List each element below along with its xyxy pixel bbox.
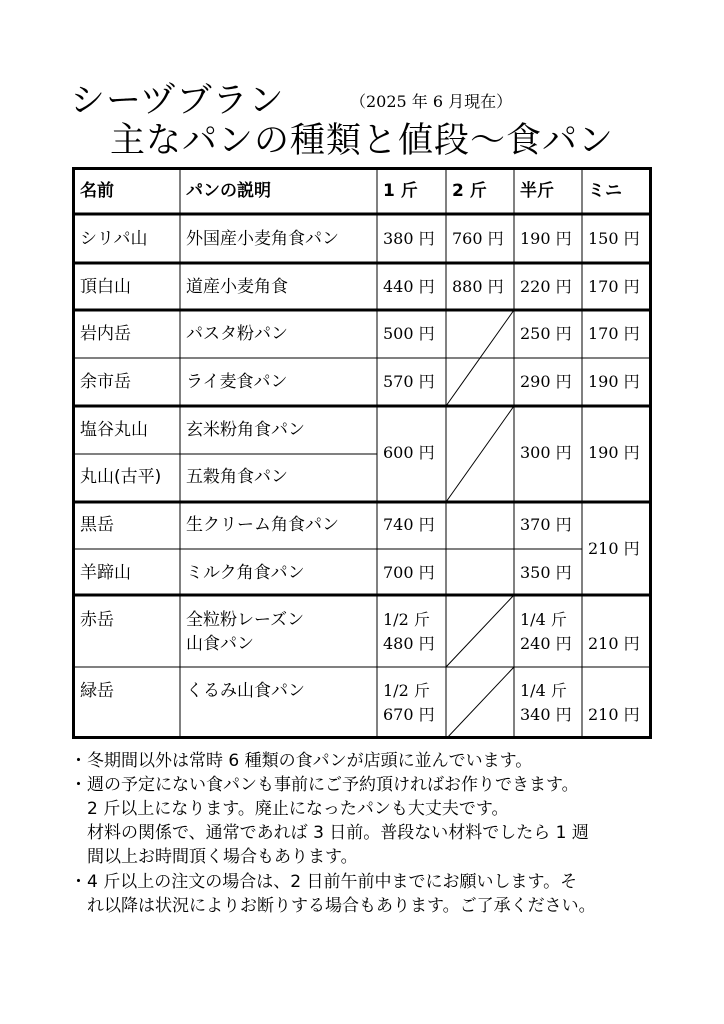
- row-description: 玄米粉角食パン: [186, 420, 305, 440]
- price-mini: 170 円: [588, 277, 640, 296]
- price-half-kin: 340 円: [520, 705, 572, 724]
- price-one-kin: 500 円: [383, 324, 435, 343]
- row-description: 生クリーム角食パン: [186, 515, 339, 535]
- note-line: ・週の予定にない食パンも事前にご予約頂ければお作りできます。: [70, 775, 579, 795]
- header-description: パンの説明: [186, 181, 271, 201]
- header-name: 名前: [80, 181, 114, 201]
- price-two-kin: 880 円: [452, 277, 504, 296]
- row-description: 五穀角食パン: [186, 467, 288, 487]
- price-mini: 210 円: [588, 539, 640, 558]
- price-mini: 190 円: [588, 372, 640, 391]
- note-line: 間以上お時間頂く場合もあります。: [70, 847, 358, 867]
- row-description: パスタ粉パン: [186, 324, 288, 344]
- row-name: 余市岳: [80, 372, 131, 392]
- price-one-kin: 480 円: [383, 634, 435, 653]
- price-mini: 210 円: [588, 634, 640, 653]
- price-mini: 150 円: [588, 229, 640, 248]
- row-description-line2: 山食パン: [186, 634, 254, 654]
- row-name: 羊蹄山: [80, 563, 131, 583]
- row-name: 丸山(古平): [80, 467, 162, 487]
- row-name: シリパ山: [80, 229, 148, 249]
- price-table: [72, 167, 652, 739]
- price-two-kin: 760 円: [452, 229, 504, 248]
- row-name: 赤岳: [80, 610, 114, 630]
- header-one-kin: 1 斤: [383, 181, 418, 201]
- header-mini: ミニ: [588, 181, 622, 201]
- header-two-kin: 2 斤: [452, 181, 487, 201]
- price-mini: 210 円: [588, 705, 640, 724]
- price-mini: 170 円: [588, 324, 640, 343]
- price-half-kin: 190 円: [520, 229, 572, 248]
- page-title: 主なパンの種類と値段～食パン: [110, 121, 615, 161]
- note-line: 材料の関係で、通常であれば 3 日前。普段ない材料でしたら 1 週: [70, 823, 589, 843]
- price-one-kin: 380 円: [383, 229, 435, 248]
- row-name: 頂白山: [80, 277, 131, 297]
- price-mini: 190 円: [588, 443, 640, 462]
- portion-half-kin: 1/4 斤: [520, 681, 567, 700]
- note-line: ・冬期間以外は常時 6 種類の食パンが店頭に並んでいます。: [70, 751, 533, 771]
- price-one-kin: 740 円: [383, 515, 435, 534]
- portion-one-kin: 1/2 斤: [383, 610, 430, 629]
- row-description: 外国産小麦角食パン: [186, 229, 339, 249]
- row-name: 塩谷丸山: [80, 420, 148, 440]
- shop-name: シーヅブラン: [70, 81, 285, 121]
- price-one-kin: 700 円: [383, 563, 435, 582]
- row-name: 緑岳: [80, 681, 114, 701]
- price-one-kin: 570 円: [383, 372, 435, 391]
- row-name: 黒岳: [80, 515, 114, 535]
- price-one-kin: 440 円: [383, 277, 435, 296]
- header-half-kin: 半斤: [520, 181, 554, 201]
- row-description-line1: 全粒粉レーズン: [186, 610, 305, 630]
- price-half-kin: 350 円: [520, 563, 572, 582]
- portion-one-kin: 1/2 斤: [383, 681, 430, 700]
- price-half-kin: 300 円: [520, 443, 572, 462]
- note-line: ・4 斤以上の注文の場合は、2 日前午前中までにお願いします。そ: [70, 872, 578, 892]
- row-description: 道産小麦角食: [186, 277, 288, 297]
- portion-half-kin: 1/4 斤: [520, 610, 567, 629]
- price-half-kin: 370 円: [520, 515, 572, 534]
- price-one-kin: 670 円: [383, 705, 435, 724]
- row-description: ライ麦食パン: [186, 372, 288, 392]
- row-description: くるみ山食パン: [186, 681, 305, 701]
- price-half-kin: 250 円: [520, 324, 572, 343]
- note-line: 2 斤以上になります。廃止になったパンも大丈夫です。: [70, 799, 509, 819]
- price-half-kin: 240 円: [520, 634, 572, 653]
- date-note: （2025 年 6 月現在）: [350, 92, 513, 111]
- note-line: れ以降は状況によりお断りする場合もあります。ご了承ください。: [70, 896, 596, 916]
- price-half-kin: 290 円: [520, 372, 572, 391]
- row-description: ミルク角食パン: [186, 563, 305, 583]
- price-half-kin: 220 円: [520, 277, 572, 296]
- price-one-kin: 600 円: [383, 443, 435, 462]
- row-name: 岩内岳: [80, 324, 131, 344]
